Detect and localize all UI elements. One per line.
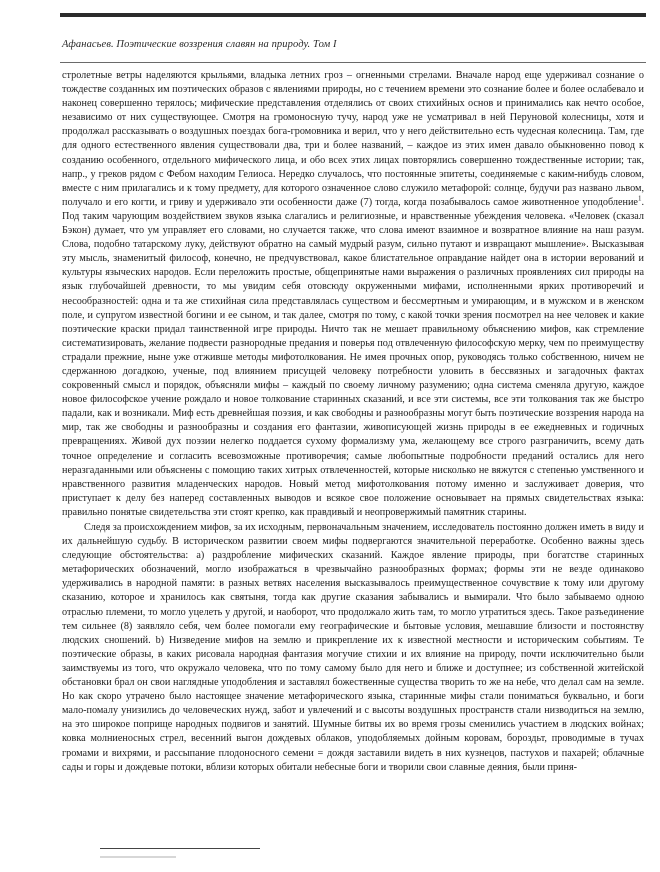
footnote-text (100, 856, 176, 858)
footnote-reference[interactable]: 1 (637, 194, 642, 203)
footnote-rule (100, 848, 260, 849)
running-head: Афанасьев. Поэтические воззрения славян на природу. Том I (62, 39, 337, 50)
top-rule (60, 13, 646, 17)
paragraph-text: стролетные ветры наделяются крыльями, владыка летних гроз – огненными стрелами. Вначале народ еще удерживал сознание о тождестве созданных им поэтических образов с явлениями природы, но с течением времени это сознание более и более ослабевало и наконец совершенно терялось; мифические представления отделялись от своих стихийных основ и принимались как нечто особое, независимо от них существующее. Смотря на громоносную тучу, народ уже не усматривал в ней Перуновой колесницы, хотя и продолжал рассказывать о воздушных поездах бога-громовника и верил, что у него действительно есть чудесная колесница. Там, где для одного естественного явления существовали два, три и более названий, – каждое из этих имен давало обыкновенно повод к созданию особенного, отдельного мифического лица, и обо всех этих лицах повторялись совершенно тождественные истории; так, напр., у греков рядом с Фебом находим Гелиоса. Нередко случалось, что постоянные эпитеты, соединяемые с каким-нибудь словом, вместе с ним прилагались и к тому предмету, для которого означенное слово служило метафорой: солнце, будучи раз названо львом, получало и его когти, и гриву и удерживало эти особенности даже (7) тогда, когда позабывалось самое животненное уподобление (62, 70, 644, 208)
paragraph-text: . Под таким чарующим воздействием звуков языка слагались и религиозные, и нравственные убеждения человека. «Человек (сказал Бэкон) думает, что ум управляет его словами, но случается также, что слова имеют взаимное и возвратное влияние на наш разум. Слова, подобно татарскому луку, действуют обратно на самый мудрый разум, сильно путают и извращают мышление». Высказывая эту мысль, знаменитый философ, конечно, не предчувствовал, какое блистательное оправдание найдет она в истории верований и культуры языческих народов. Если переложить простые, общепринятые нами выражения о различных проявлениях сил природы на язык глубочайшей древности, то мы увидим себя отовсюду окруженными мифами, исполненными ярких противоречий и несообразностей: одна и та же стихийная сила представлялась существом и бессмертным и умирающим, и в мужском и в женском поле, и супругом известной богини и ее сыном, и так далее, смотря по тому, с какой точки зрения посмотрел на нее человек и какие поэтические краски придал таинственной игре природы. Ничто так не мешает правильному объяснению мифов, как стремление систематизировать, желание подвести разнородные предания и поверья под отвлеченную философскую мерку, чем по преимуществу страдали прежние, ныне уже отживше методы мифотолкования. Не имея прочных опор, руководясь только собственною, ничем не сдержанною догадкою, ученые, под влиянием присущей человеку потребности уловить в бессвязных и загадочных фактах сокровенный смысл и порядок, объясняли мифы – каждый по своему личному разумению; одна система сменяла другую, каждое новое философское учение рождало и новое толкование старинных сказаний, и все эти системы, все эти толкования так же быстро падали, как и возникали. Миф есть древнейшая поэзия, и как свободны и разнообразны могут быть поэтические воззрения народа на мир, так же свободны и разнообразны и создания его фантазии, живописующей жизнь природы в ее ежедневных и годичных превращениях. Живой дух поэзии нелегко поддается сухому формализму ума, желающему все строго разграничить, всему дать точное определение и согласить всевозможные противоречия; самые любопытные подробности преданий остались для него неразгаданными или объяснены с помощию таких хитрых отвлеченностей, которые нисколько не вяжутся с степенью умственного и нравственного развития младенческих народов. Новый метод мифотолкования потому именно и заслуживает доверия, что приступает к делу без наперед составленных выводов и всякое свое положение основывает на прямых свидетельствах языка: правильно понятые свидетельства эти стоят крепко, как правдивый и неопровержимый памятник старины. (62, 196, 644, 518)
header-rule (60, 62, 646, 63)
paragraph: Следя за происхождением мифов, за их исходным, первоначальным значением, исследователь постоянно должен иметь в виду и их дальнейшую судьбу. В историческом развитии своем мифы подвергаются значительной переработке. Особенно важны здесь следующие обстоятельства: а) раздробление мифических сказаний. Каждое явление природы, при богатстве старинных метафорических обозначений, могло изображаться в чрезвычайно разнообразных формах; формы эти не везде одинаково удерживались в народной памяти: в разных ветвях населения высказывалось преимущественное сочувствие к тому или другому сказанию, которое и хранилось как святыня, тогда как другие сказания забывались и вымирали. Что было забываемо одною отраслью племени, то могло уцелеть у другой, и наоборот, что продолжало жить там, то могло утратиться здесь. Такое разъединение тем сильнее (8) заявляло себя, чем более помогали ему географические и бытовые условия, мешавшие близости и постоянству людских сношений. b) Низведение мифов на землю и прикрепление их к известной местности и историческим событиям. Те поэтические образы, в каких рисовала народная фантазия могучие стихии и их влияние на природу, почти исключительно были заимствуемы из того, что окружало человека, что по тому самому было для него и ближе и доступнее; из собственной житейской обстановки брал он свои наглядные уподобления и заставлял божественные существа творить то же на небе, что делал сам на земле. Но как скоро утрачено было настоящее значение метафорического языка, старинные мифы стали пониматься буквально, и боги мало-помалу унизились до человеческих нужд, забот и увлечений и с высоты воздушных пространств стали низводиться на землю, на это широкое поприще народных подвигов и занятий. Шумные битвы их во время грозы сменились участием в людских войнах; ковка молниеносных стрел, весенний выгон дождевых облаков, уподобляемых дойным коровам, бороздьт, проводимые в тучах громами и вихрями, и рассыпание плодоносного семени = дождя заставили видеть в них кузнецов, пастухов и пахарей; облачные сады и горы и дождевые потоки, вблизи которых обитали небесные боги и творили свои славные деяния, были приня- (62, 522, 644, 773)
main-text (62, 69, 644, 775)
paragraph (62, 69, 644, 520)
